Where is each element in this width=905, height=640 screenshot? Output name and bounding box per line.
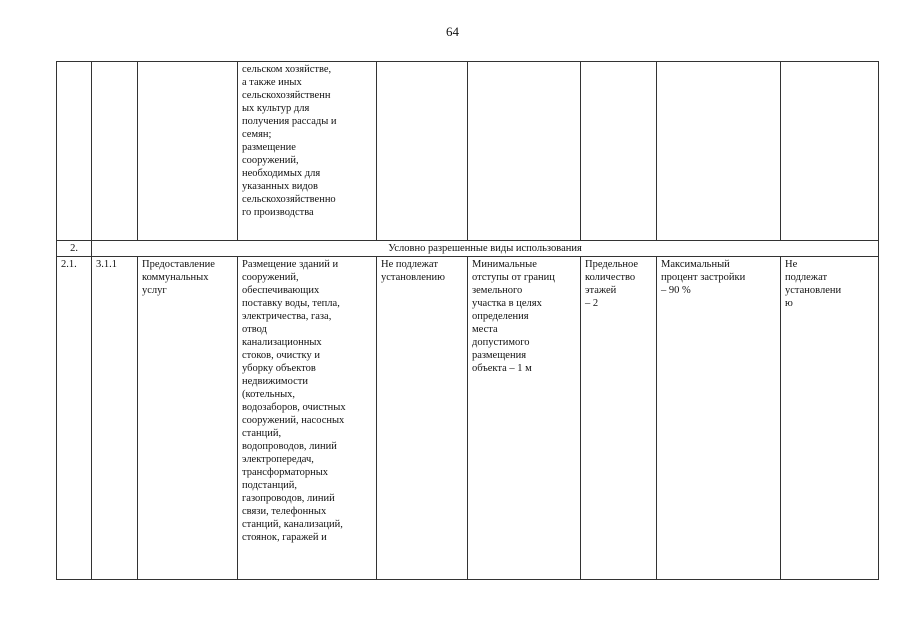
table-row-section (57, 241, 879, 257)
entry-setbacks (468, 257, 581, 580)
entry-name (138, 257, 238, 580)
description-text: сельском хозяйстве, а также иных сельскохозяйственн ых культур для получения рассады и семян; размещение сооружений, необходимых для указанных видов сельскохозяйственно го производства (242, 64, 337, 218)
entry-coverage-text: Максимальный процент застройки – 90 % (661, 259, 746, 296)
land-use-table (56, 61, 879, 580)
cell-plot-size (377, 62, 468, 241)
cell-description (238, 62, 377, 241)
entry-other-text: Не подлежат установлени ю (785, 259, 842, 309)
cell-number (57, 62, 92, 241)
table-row-entry (57, 257, 879, 580)
cell-other (781, 62, 879, 241)
cell-name (138, 62, 238, 241)
entry-name-text: Предоставление коммунальных услуг (142, 259, 215, 296)
entry-floors-text: Предельное количество этажей – 2 (585, 259, 639, 309)
entry-coverage (657, 257, 781, 580)
entry-plot-size-text: Не подлежат установлению (381, 259, 445, 283)
entry-setbacks-text: Минимальные отступы от границ земельного участка в целях определения места допустимого размещения объекта – 1 м (472, 259, 555, 374)
section-number: 2. (57, 241, 92, 257)
entry-description (238, 257, 377, 580)
entry-code: 3.1.1 (92, 257, 138, 580)
entry-number: 2.1. (57, 257, 92, 580)
entry-plot-size (377, 257, 468, 580)
cell-code (92, 62, 138, 241)
cell-floors (581, 62, 657, 241)
section-title: Условно разрешенные виды использования (92, 241, 879, 257)
table-row-continuation (57, 62, 879, 241)
page-number: 64 (446, 24, 459, 39)
entry-other (781, 257, 879, 580)
cell-coverage (657, 62, 781, 241)
entry-description-text: Размещение зданий и сооружений, обеспечивающих поставку воды, тепла, электричества, газа, отвод канализационных стоков, очистку и уборку объектов недвижимости (котельных, водозаборов, очистных сооружений, насосных станций, водопроводов, линий электропередач, трансформаторных подстанций, газопроводов, линий связи, телефонных станций, канализаций, стоянок, гаражей и (242, 259, 346, 543)
entry-floors (581, 257, 657, 580)
cell-setbacks (468, 62, 581, 241)
